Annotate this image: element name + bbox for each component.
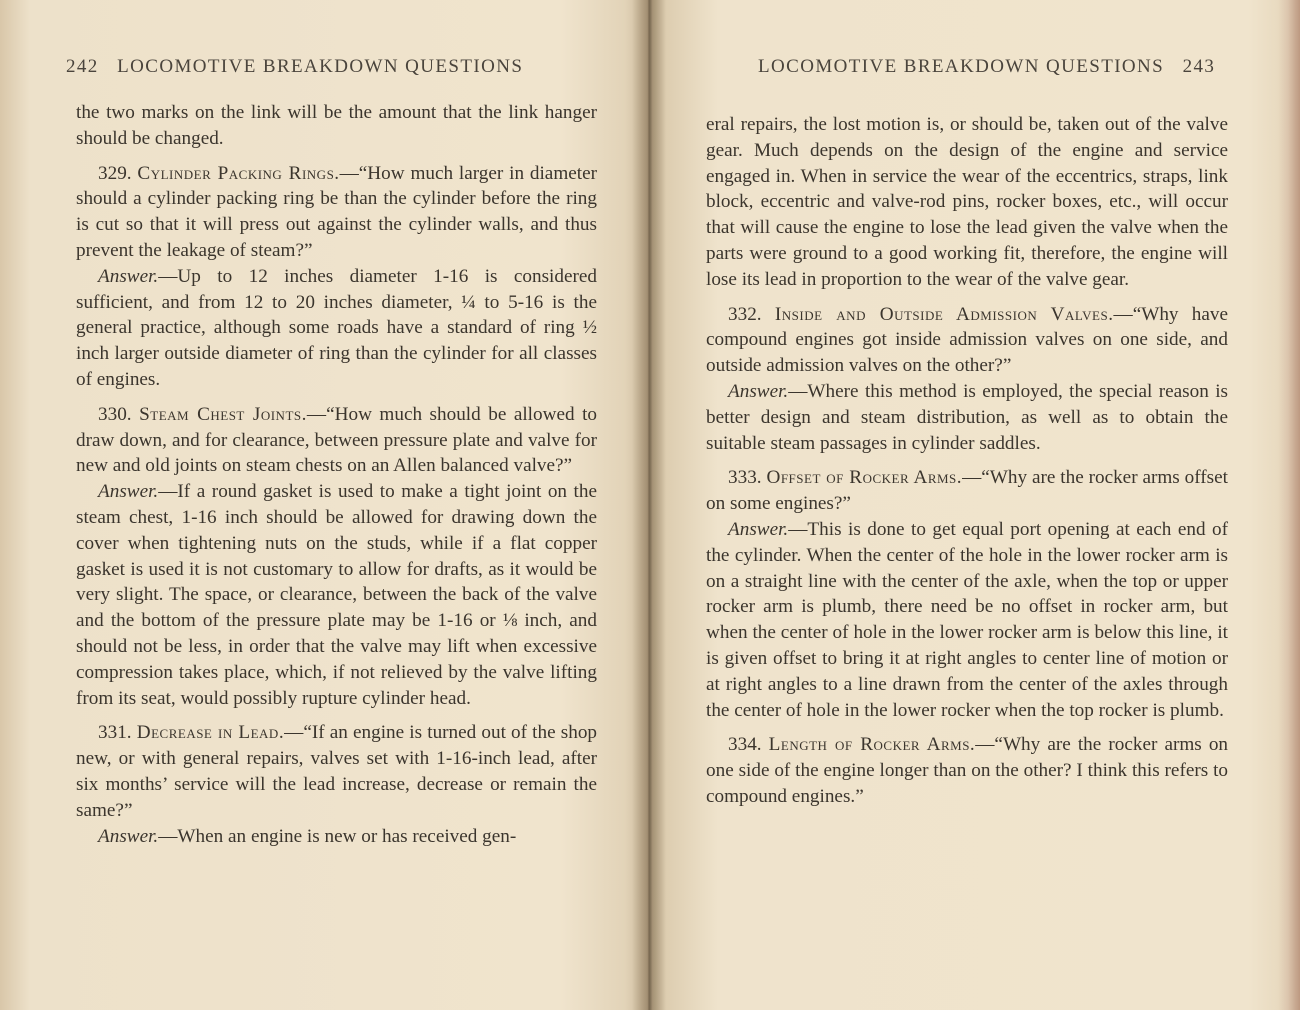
right-page-number: 243 <box>1182 56 1216 77</box>
question-title: Length of Rocker Arms. <box>768 734 976 756</box>
answer-330 <box>76 479 597 711</box>
question-title: Inside and Outside Admission Valves. <box>774 303 1114 325</box>
answer-332 <box>706 379 1228 456</box>
question-329 <box>76 161 597 264</box>
answer-text: —Up to 12 inches diameter 1-16 is considered sufficient, and from 12 to 20 inches diameter, ¼ to 5-16 is the general practice, although some roads have a standard of ring ½ inch larger outside diameter of ring than the cylinder for all classes of engines. <box>76 265 597 390</box>
question-text: —“How much larger in diameter should a cylinder packing ring be than the cylinder before the ring is cut so that it will press out against the cylinder walls, and thus prevent the leakage of steam?” <box>76 162 598 261</box>
question-text: —“How much should be allowed to draw down, and for clearance, between pressure plate and valve for new and old joints on steam chests on an Allen balanced valve?” <box>76 403 597 477</box>
answer-333 <box>706 517 1228 723</box>
question-title: Offset of Rocker Arms. <box>766 467 963 489</box>
intro-paragraph: the two marks on the link will be the amount that the link hanger should be changed. <box>76 102 597 149</box>
answer-329 <box>76 264 597 393</box>
left-page-number: 242 <box>66 56 99 77</box>
question-332 <box>706 302 1228 379</box>
answer-text: —If a round gasket is used to make a tight joint on the steam chest, 1-16 inch should be allowed for drawing down the cover when tightening nuts on the studs, while if a flat copper gasket is used it is not customary to allow for drafts, as it would be very slight. The space, or clearance, between the back of the valve and the bottom of the pressure plate may be 1-16 or ⅛ inch, and should not be less, in order that the valve may lift when excessive compression takes place, which, if not relieved by the valve lifting from its seat, would possibly rupture cylinder head. <box>76 481 597 709</box>
right-running-head <box>758 56 1215 78</box>
question-number: 333. <box>728 467 762 489</box>
continued-answer-331: eral repairs, the lost motion is, or should be, taken out of the valve gear. Much depends on the design of the engine and service engaged in. When in service the wear of the eccentrics, straps, link block, eccentric and valve-rod pins, rocker boxes, etc., will occur that will cause the engine to lose the lead given the valve when the parts were ground to a good working fit, therefore, the engine will lose its lead in proportion to the wear of the valve gear. <box>706 114 1228 290</box>
question-number: 331. <box>98 722 132 744</box>
answer-331 <box>76 824 597 850</box>
question-number: 330. <box>98 403 132 425</box>
question-331 <box>76 720 597 823</box>
book-gutter <box>632 0 666 1010</box>
answer-label: Answer. <box>98 481 159 503</box>
question-number: 334. <box>728 734 762 756</box>
left-running-head <box>66 56 523 78</box>
question-title: Steam Chest Joints. <box>139 403 307 425</box>
question-text: —“Why are the rocker arms on one side of the engine longer than on the other? I think this refers to compound engines.” <box>706 734 1229 807</box>
right-page-body <box>706 112 1228 810</box>
right-page <box>648 0 1300 1010</box>
question-330 <box>76 402 597 479</box>
answer-label: Answer. <box>728 518 789 540</box>
left-page-body <box>76 100 597 849</box>
left-running-title: LOCOMOTIVE BREAKDOWN QUESTIONS <box>117 56 524 77</box>
answer-text: —When an engine is new or has received gen- <box>158 825 517 847</box>
left-page <box>0 0 648 1010</box>
page-edge-shadow <box>1278 0 1300 1010</box>
answer-text: —This is done to get equal port opening at each end of the cylinder. When the center of the hole in the lower rocker arm is on a straight line with the center of the axle, when the top or upper rocker arm is plumb, there need be no offset in rocker arm, but when the center of hole in the lower rocker arm is below this line, it is given offset to bring it at right angles to center line of motion or at right angles to a line drawn from the center of the axles through the center of hole in the lower rocker when the top rocker is plumb. <box>706 518 1228 721</box>
question-number: 329. <box>98 162 132 184</box>
question-334 <box>706 732 1228 809</box>
answer-label: Answer. <box>98 825 159 847</box>
question-text: —“Why have compound engines got inside admission valves on one side, and outside admission valves on the other?” <box>706 303 1228 377</box>
question-text: —“If an engine is turned out of the shop new, or with general repairs, valves set with 1-16-inch lead, after six months’ service will the lead increase, decrease or remain the same?” <box>76 722 598 821</box>
answer-label: Answer. <box>728 380 789 402</box>
right-running-title: LOCOMOTIVE BREAKDOWN QUESTIONS <box>758 56 1165 77</box>
question-number: 332. <box>728 303 762 325</box>
question-title: Cylinder Packing Rings. <box>137 162 340 184</box>
answer-label: Answer. <box>98 265 159 287</box>
answer-text: —Where this method is employed, the special reason is better design and steam distribution, as well as to obtain the suitable steam passages in cylinder saddles. <box>706 380 1228 454</box>
question-title: Decrease in Lead. <box>136 722 285 744</box>
question-333 <box>706 465 1228 517</box>
question-text: —“Why are the rocker arms offset on some engines?” <box>706 467 1228 515</box>
